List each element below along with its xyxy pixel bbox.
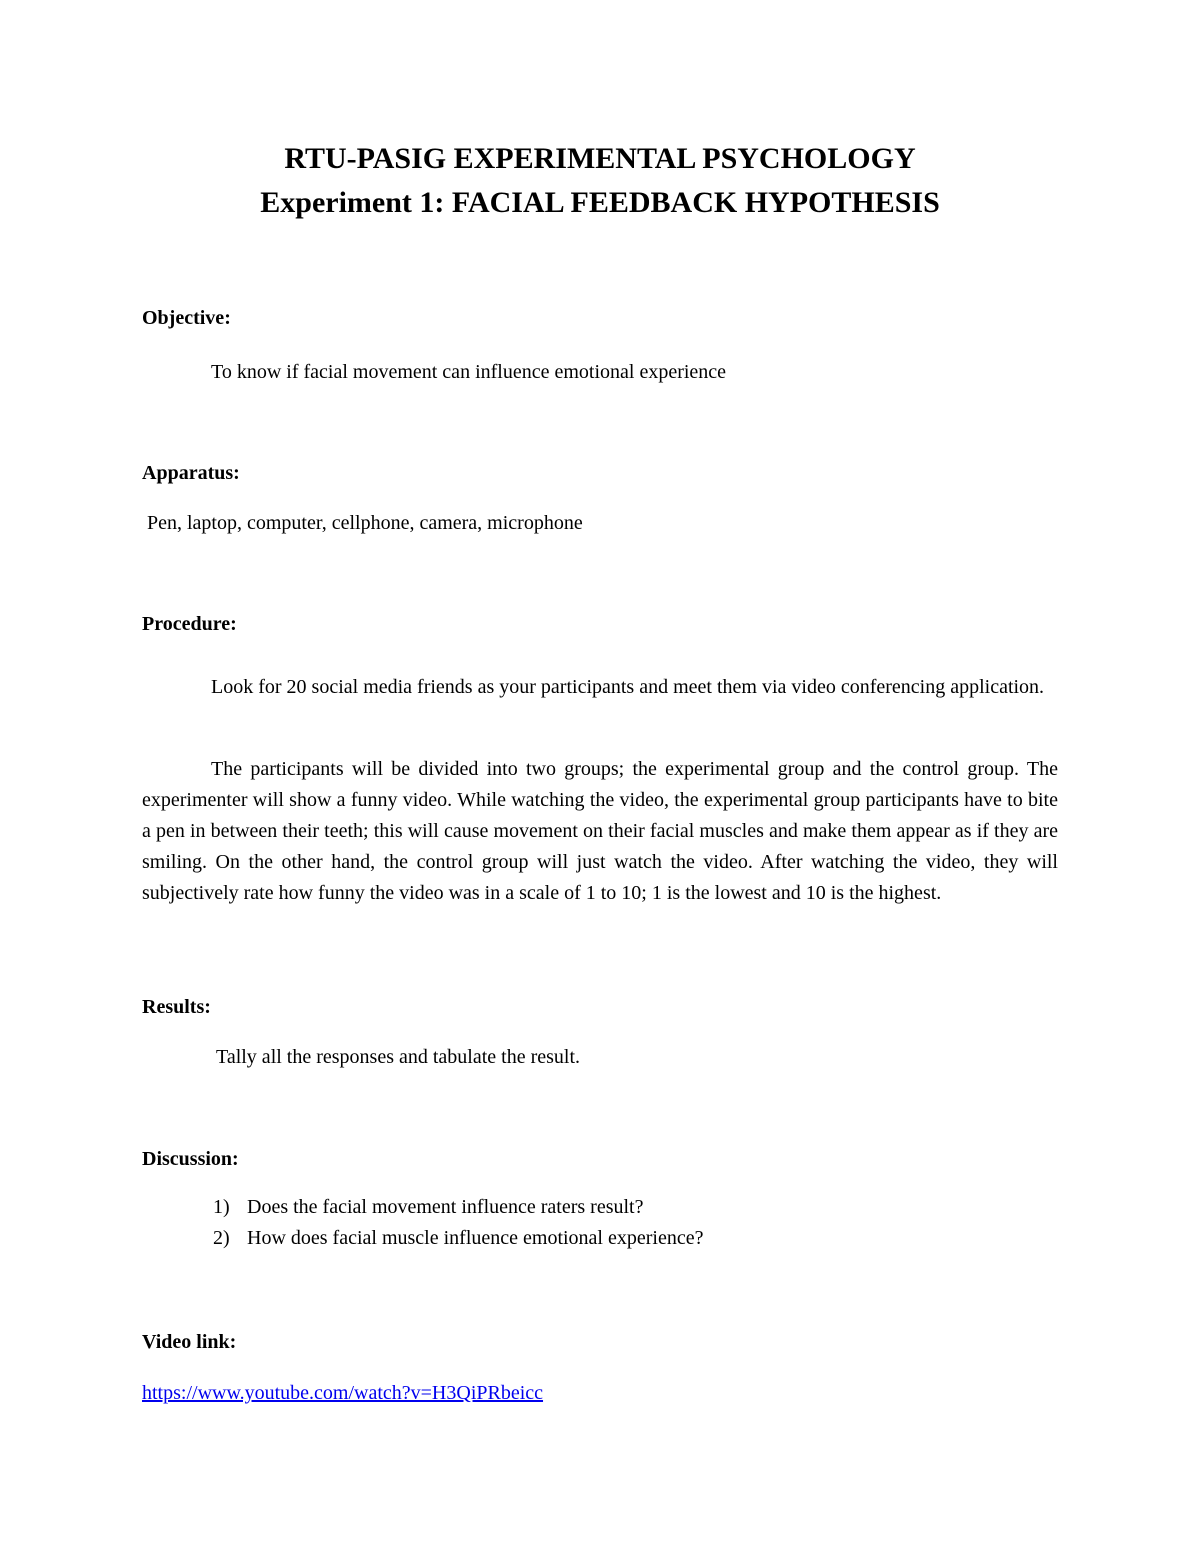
results-text: Tally all the responses and tabulate the result. bbox=[216, 1046, 581, 1068]
discussion-heading: Discussion: bbox=[142, 1148, 239, 1170]
discussion-list bbox=[142, 1192, 703, 1254]
results-heading: Results: bbox=[142, 996, 211, 1018]
video-link-heading: Video link: bbox=[142, 1331, 237, 1353]
procedure-heading: Procedure: bbox=[142, 613, 237, 635]
list-item-number: 1) bbox=[213, 1196, 230, 1218]
list-item-text: How does facial muscle influence emotional experience? bbox=[247, 1227, 704, 1249]
procedure-paragraph-1: Look for 20 social media friends as your participants and meet them via video conferencing application. bbox=[211, 676, 1045, 698]
experiment-title: Experiment 1: FACIAL FEEDBACK HYPOTHESIS bbox=[260, 186, 940, 219]
video-link[interactable]: https://www.youtube.com/watch?v=H3QiPRbeicc bbox=[142, 1382, 544, 1404]
objective-heading: Objective: bbox=[142, 307, 231, 329]
document-title: RTU-PASIG EXPERIMENTAL PSYCHOLOGY bbox=[284, 142, 916, 175]
apparatus-heading: Apparatus: bbox=[142, 462, 240, 484]
list-item bbox=[142, 1223, 703, 1254]
apparatus-text: Pen, laptop, computer, cellphone, camera, microphone bbox=[147, 512, 583, 534]
list-item-number: 2) bbox=[213, 1227, 230, 1249]
objective-text: To know if facial movement can influence emotional experience bbox=[211, 361, 727, 383]
list-item-text: Does the facial movement influence raters result? bbox=[247, 1196, 644, 1218]
procedure-paragraph-2: The participants will be divided into two groups; the experimental group and the control group. The experimenter will show a funny video. While watching the video, the experimental group participants have to bite a pen in between their teeth; this will cause movement on their facial muscles and make them appear as if they are smiling. On the other hand, the control group will just watch the video. After watching the video, they will subjectively rate how funny the video was in a scale of 1 to 10; 1 is the lowest and 10 is the highest. bbox=[142, 758, 1058, 904]
list-item bbox=[142, 1192, 703, 1223]
